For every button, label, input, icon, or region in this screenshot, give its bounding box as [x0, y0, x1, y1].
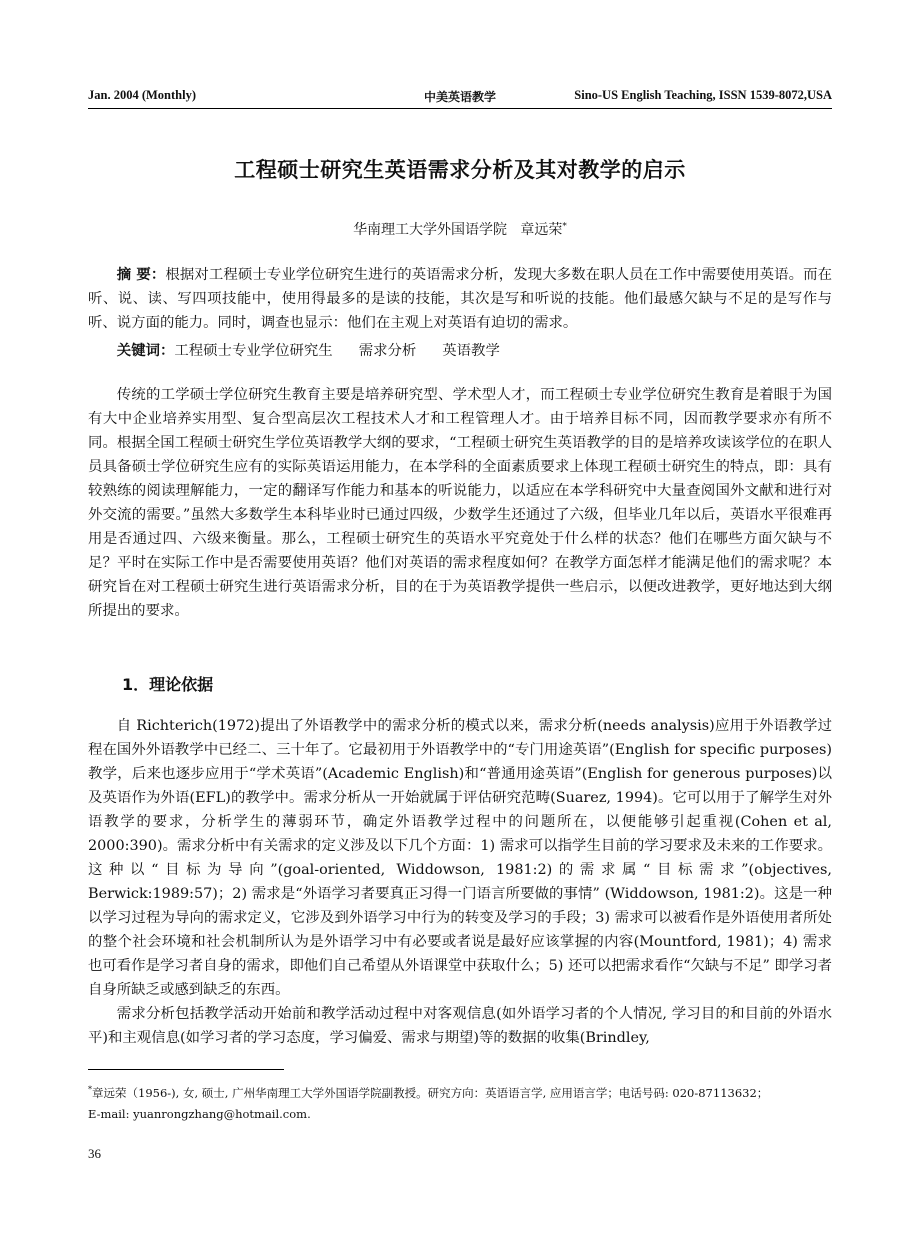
intro-section: [88, 383, 832, 623]
keyword: 工程硕士专业学位研究生: [174, 343, 333, 359]
footnote-mark: *: [88, 1085, 92, 1094]
author-footnote-mark: *: [562, 221, 567, 232]
header-date: Jan. 2004 (Monthly): [88, 88, 196, 102]
keywords-label: 关键词：: [116, 343, 175, 359]
section-body: [88, 714, 832, 1050]
abstract-text: 根据对工程硕士专业学位研究生进行的英语需求分析，发现大多数在职人员在工作中需要使用英语。而在听、说、读、写四项技能中，使用得最多的是读的技能，其次是写和听说的技能。他们最感欠缺与不足的是写作与听、说方面的能力。同时，调查也显示：他们在主观上对英语有迫切的需求。: [88, 267, 832, 331]
author-affiliation: 华南理工大学外国语学院: [353, 222, 508, 238]
intro-paragraph: 传统的工学硕士学位研究生教育主要是培养研究型、学术型人才，而工程硕士专业学位研究生教育是着眼于为国有大中企业培养实用型、复合型高层次工程技术人才和工程管理人才。由于培养目标不同，因而教学要求亦有所不同。根据全国工程硕士研究生学位英语教学大纲的要求，“工程硕士研究生英语教学的目的是培养攻读该学位的在职人员具备硕士学位研究生应有的实际英语运用能力，在本学科的全面素质要求上体现工程硕士研究生的特点，即：具有较熟练的阅读理解能力，一定的翻译写作能力和基本的听说能力，以适应在本学科研究中大量查阅国外文献和进行对外交流的需要。”虽然大多数学生本科毕业时已通过四级，少数学生还通过了六级，但毕业几年以后，英语水平很难再用是否通过四、六级来衡量。那么，工程硕士研究生的英语水平究竟处于什么样的状态？他们在哪些方面欠缺与不足？平时在实际工作中是否需要使用英语？他们对英语的需求程度如何？在教学方面怎样才能满足他们的需求呢？本研究旨在对工程硕士研究生进行英语需求分析，目的在于为英语教学提供一些启示，以便改进教学，更好地达到大纲所提出的要求。: [88, 387, 832, 619]
body-paragraph: 需求分析包括教学活动开始前和教学活动过程中对客观信息(如外语学习者的个人情况, 学习目的和目前的外语水平)和主观信息(如学习者的学习态度，学习偏爱、需求与期望)等的数据的收集(Brindley,: [88, 1006, 832, 1046]
keywords: [88, 339, 832, 363]
keyword: 需求分析: [358, 343, 417, 359]
abstract: [88, 263, 832, 335]
header-journal-cn: 中美英语教学: [423, 90, 496, 104]
body-paragraph: 自 Richterich(1972)提出了外语教学中的需求分析的模式以来，需求分析(needs analysis)应用于外语教学过程在国外外语教学中已经二、三十年了。它最初用于外语教学中的“专门用途英语”(English for specific purposes)教学，后来也逐步应用于“学术英语”(Academic English)和“普通用途英语”(English for generous purposes)以及英语作为外语(EFL)的教学中。需求分析从一开始就属于评估研究范畴(Suarez, 1994)。它可以用于了解学生对外语教学的要求，分析学生的薄弱环节，确定外语教学过程中的问题所在，以便能够引起重视(Cohen et al, 2000:390)。需求分析中有关需求的定义涉及以下几个方面：1) 需求可以指学生目前的学习要求及未来的工作要求。这种以“目标为导向”(goal-oriented, Widdowson, 1981:2)的需求属“目标需求”(objectives, Berwick:1989:57)；2) 需求是“外语学习者要真正习得一门语言所要做的事情” (Widdowson, 1981:2)。这是一种以学习过程为导向的需求定义，它涉及到外语学习中行为的转变及学习的手段；3) 需求可以被看作是外语使用者所处的整个社会环境和社会机制所认为是外语学习中有必要或者说是最好应该掌握的内容(Mountford, 1981)；4) 需求也可看作是学习者自身的需求，即他们自己希望从外语课堂中获取什么；5) 还可以把需求看作“欠缺与不足” 即学习者自身所缺乏或感到缺乏的东西。: [88, 718, 832, 998]
footnote-author-info: 章远荣（1956-), 女, 硕士, 广州华南理工大学外国语学院副教授。研究方向：英语语言学, 应用语言学；电话号码: 020-87113632；: [92, 1085, 769, 1100]
keyword: 英语教学: [442, 343, 500, 359]
author-name: 章远荣: [520, 222, 563, 238]
author-line: [88, 219, 832, 239]
footnote-divider: [88, 1069, 284, 1070]
page-number: 36: [88, 1146, 101, 1161]
footnote: [88, 1079, 832, 1125]
header-journal-en: Sino-US English Teaching, ISSN 1539-8072,USA: [574, 88, 832, 102]
section-heading: 1．理论依据: [122, 675, 214, 694]
abstract-label: 摘 要：: [116, 267, 166, 283]
footnote-email: E-mail: yuanrongzhang@hotmail.com.: [88, 1106, 311, 1121]
running-header: [88, 86, 832, 109]
paper-title: 工程硕士研究生英语需求分析及其对教学的启示: [234, 158, 686, 182]
